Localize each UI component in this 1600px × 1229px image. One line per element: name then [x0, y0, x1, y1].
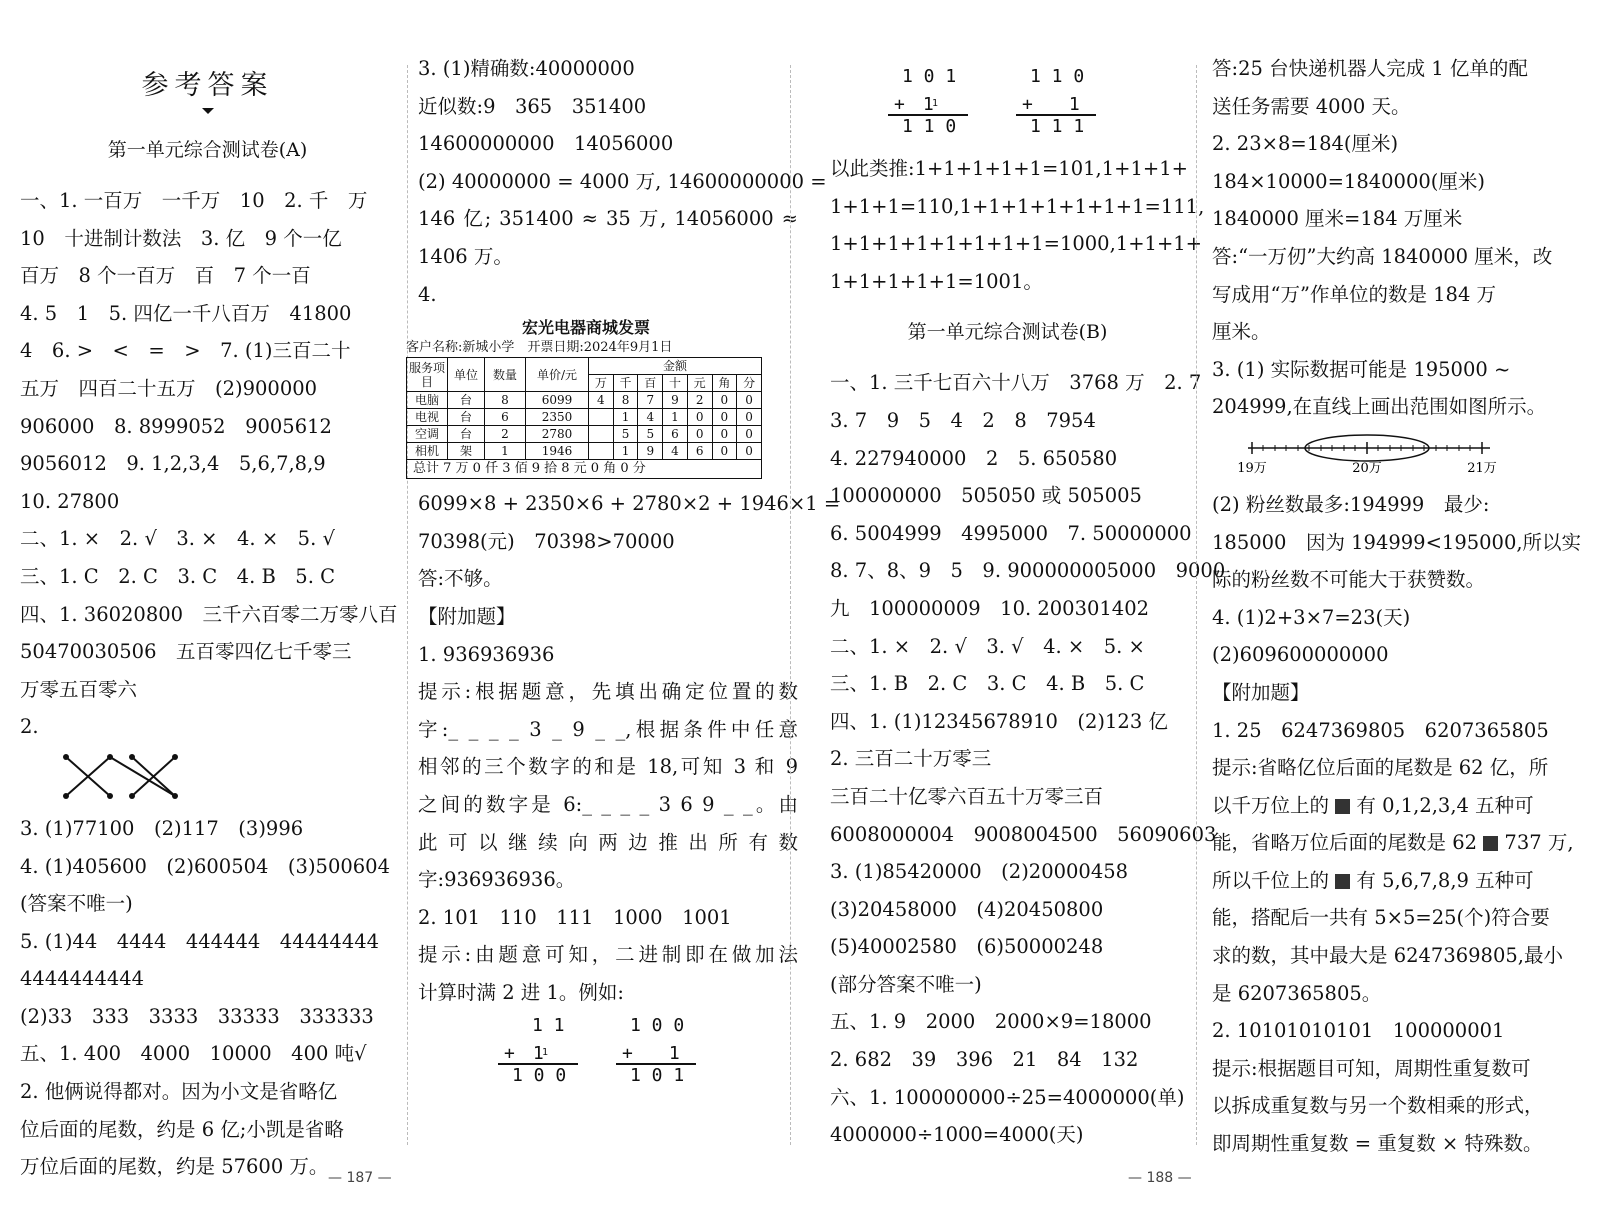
invoice-digit: 0	[712, 426, 737, 443]
answer-line: 万位后面的尾数，约是 57600 万。	[20, 1155, 329, 1179]
invoice-header: 单价/元	[526, 358, 589, 392]
answer-line: 2. 682 39 396 21 84 132	[830, 1048, 1139, 1072]
answer-line: 送任务需要 4000 天。	[1212, 94, 1411, 118]
binary-addition-examples	[830, 50, 1185, 150]
invoice-cell: 2780	[526, 426, 589, 443]
invoice-header: 单位	[448, 358, 485, 392]
answer-line: 【附加题】	[418, 604, 516, 628]
invoice-cell: 6	[485, 409, 526, 426]
invoice-digit: 9	[638, 443, 663, 460]
binary-addition	[616, 1015, 696, 1087]
invoice-cell: 台	[448, 426, 485, 443]
invoice-table	[406, 357, 762, 460]
invoice-header: 服务项目	[407, 358, 448, 392]
section-title-b: 第一单元综合测试卷(B)	[907, 321, 1108, 344]
answer-block	[830, 150, 1205, 300]
invoice-digit: 2	[687, 392, 712, 409]
answer-line: 之间的数字是 6:_ _ _ _ 3 6 9 _ _。由	[418, 792, 798, 816]
answer-line: 204999,在直线上画出范围如图所示。	[1212, 395, 1547, 419]
blank-square-icon	[1483, 836, 1498, 851]
answer-line: 是 6207365805。	[1212, 981, 1382, 1005]
answer-line: 字:936936936。	[418, 868, 576, 892]
invoice-amount-column: 元	[687, 375, 712, 392]
tick-label: 20万	[1352, 460, 1382, 476]
answer-line: 以拆成重复数与另一个数相乘的形式，	[1212, 1094, 1544, 1118]
invoice-digit: 0	[737, 392, 762, 409]
answer-block	[830, 364, 1226, 1153]
addend: 1 1 0	[1030, 66, 1085, 87]
answer-line: (2)33 333 3333 33333 333333	[20, 1004, 374, 1028]
addend: + 1	[894, 94, 934, 115]
answer-text: 有 0,1,2,3,4 五种可	[1356, 793, 1534, 817]
answer-block	[1212, 899, 1584, 1162]
answer-text: 所以千位上的	[1212, 868, 1330, 892]
answer-line: 位后面的尾数，约是 6 亿;小凯是省略	[20, 1117, 344, 1141]
answer-line: 厘米。	[1212, 320, 1271, 344]
answer-line: 写成用“万”作单位的数是 184 万	[1212, 282, 1497, 306]
answer-line: 100000000 505050 或 505005	[830, 484, 1142, 508]
page-number: — 188 —	[1128, 1170, 1192, 1186]
matching-lines-diagram	[60, 752, 190, 802]
invoice-header: 数量	[485, 358, 526, 392]
answer-line	[1212, 787, 1584, 825]
addend: 1 0 1	[902, 66, 957, 87]
answer-line: 9056012 9. 1,2,3,4 5,6,7,8,9	[20, 452, 326, 476]
answer-line: 2.	[20, 715, 39, 739]
answer-line: 10. 27800	[20, 489, 120, 513]
answer-line: 1. 25 6247369805 6207365805	[1212, 718, 1549, 742]
invoice-row	[407, 426, 762, 443]
answer-line: 2. 三百二十万零三	[830, 747, 992, 771]
binary-addition-examples	[418, 1011, 798, 1087]
answer-line: 70398(元) 70398>70000	[418, 529, 675, 553]
invoice-cell: 台	[448, 392, 485, 409]
invoice-digit: 7	[638, 392, 663, 409]
answer-line: 九 100000009 10. 200301402	[830, 596, 1150, 620]
answer-line: 1406 万。	[418, 244, 513, 268]
answer-line: 1+1+1+1+1=1001。	[830, 269, 1043, 293]
invoice-digit: 0	[687, 426, 712, 443]
invoice-digit: 0	[712, 409, 737, 426]
answer-line: 百万 8 个一百万 百 7 个一百	[20, 264, 311, 288]
invoice-row	[407, 392, 762, 409]
invoice-total: 总计 7 万 0 仟 3 佰 9 拾 8 元 0 角 0 分	[406, 460, 762, 479]
answer-line: 184×10000=1840000(厘米)	[1212, 169, 1485, 193]
answer-line: (2)609600000000	[1212, 643, 1389, 667]
invoice-digit: 4	[638, 409, 663, 426]
answer-line: 2. 10101010101 100000001	[1212, 1019, 1505, 1043]
answer-block	[1212, 50, 1584, 426]
addend: + 1	[1022, 94, 1080, 115]
answer-line: (5)40002580 (6)50000248	[830, 935, 1104, 959]
answer-line: 五、1. 9 2000 2000×9=18000	[830, 1010, 1152, 1034]
answer-line: 6008000004 9008004500 56090603	[830, 822, 1217, 846]
answer-line: 4 6. > < = > 7. (1)三百二十	[20, 339, 351, 363]
answer-line: 近似数:9 365 351400	[418, 94, 647, 118]
answer-line: 求的数，其中最大是 6247369805,最小	[1212, 944, 1563, 968]
invoice-amount-column: 百	[638, 375, 663, 392]
answer-line: 4000000÷1000=4000(天)	[830, 1123, 1084, 1147]
column-divider	[1196, 65, 1197, 1145]
answer-line: 4.	[418, 282, 437, 306]
answer-line: 万零五百零六	[20, 677, 138, 701]
invoice-digit: 0	[737, 409, 762, 426]
answer-text: 737 万,	[1504, 831, 1574, 855]
invoice-header: 金额	[589, 358, 762, 375]
answer-text: 有 5,6,7,8,9 五种可	[1356, 868, 1534, 892]
answer-line: 三、1. C 2. C 3. C 4. B 5. C	[20, 564, 336, 588]
invoice-amount-column: 角	[712, 375, 737, 392]
answer-line: 5. (1)44 4444 444444 44444444	[20, 929, 380, 953]
invoice-amount-column: 千	[613, 375, 638, 392]
invoice-digit: 0	[712, 392, 737, 409]
answer-line: 答:“一万仞”大约高 1840000 厘米，改	[1212, 244, 1553, 268]
answer-line: 185000 因为 194999<195000,所以实	[1212, 530, 1582, 554]
invoice-digit: 0	[737, 443, 762, 460]
answer-line: (3)20458000 (4)20450800	[830, 897, 1104, 921]
answer-line: 六、1. 100000000÷25=4000000(单)	[830, 1085, 1185, 1109]
sum: 1 1 0	[902, 116, 957, 137]
answer-line: 3. (1)精确数:40000000	[418, 57, 635, 80]
invoice-cell: 8	[485, 392, 526, 409]
answer-line: 3. 7 9 5 4 2 8 7954	[830, 408, 1096, 432]
answer-line: 提示:由题意可知，二进制即在做加法	[418, 943, 798, 967]
invoice-digit: 9	[663, 392, 688, 409]
answer-line: 6. 5004999 4995000 7. 50000000	[830, 521, 1192, 545]
addend: + 1	[622, 1043, 680, 1065]
answer-line: 10 十进制计数法 3. 亿 9 个一亿	[20, 226, 342, 250]
invoice-digit: 4	[663, 443, 688, 460]
answer-line: 答:不够。	[418, 567, 503, 591]
invoice-digit: 6	[687, 443, 712, 460]
answer-line: 提示:根据题目可知，周期性重复数可	[1212, 1056, 1531, 1080]
answer-line: 4. 5 1 5. 四亿一千八百万 41800	[20, 301, 352, 325]
answer-line: 8. 7、8、9 5 9. 900000005000 9000	[830, 559, 1226, 583]
invoice-amount-column: 万	[589, 375, 614, 392]
tick-label: 19万	[1237, 460, 1267, 476]
answer-line: 3. (1)77100 (2)117 (3)996	[20, 816, 304, 840]
invoice-digit: 1	[613, 443, 638, 460]
answer-line: 五万 四百二十五万 (2)900000	[20, 376, 318, 400]
answer-line: 五、1. 400 4000 10000 400 吨√	[20, 1042, 367, 1066]
answer-text: 能，省略万位后面的尾数是 62	[1212, 831, 1478, 855]
answer-line	[1212, 824, 1584, 862]
column-1	[20, 50, 398, 1186]
answer-line: 答:25 台快递机器人完成 1 亿单的配	[1212, 57, 1528, 80]
invoice-cell: 1946	[526, 443, 589, 460]
answer-text: 以千万位上的	[1212, 793, 1330, 817]
number-line-diagram	[1212, 430, 1502, 476]
binary-addition	[888, 66, 968, 137]
answer-line: 1+1+1=110,1+1+1+1+1+1+1=111,	[830, 194, 1205, 218]
invoice-digit: 5	[613, 426, 638, 443]
binary-addition	[1016, 66, 1096, 137]
answer-line: 1. 936936936	[418, 642, 555, 666]
invoice-row	[407, 409, 762, 426]
invoice-cell: 2	[485, 426, 526, 443]
answer-line: 提示:根据题意，先填出确定位置的数	[418, 680, 798, 704]
binary-addition	[498, 1015, 578, 1087]
invoice-digit	[589, 409, 614, 426]
invoice-digit: 0	[737, 426, 762, 443]
invoice-title: 宏光电器商城发票	[521, 318, 650, 338]
invoice-cell: 台	[448, 409, 485, 426]
column-4	[1212, 50, 1584, 1163]
answer-line: 6099×8 + 2350×6 + 2780×2 + 1946×1 =	[418, 492, 841, 516]
invoice-digit: 0	[687, 409, 712, 426]
answer-line: 906000 8. 8999052 9005612	[20, 414, 332, 438]
answer-line: 4. (1)405600 (2)600504 (3)500604	[20, 854, 390, 878]
answer-line: 2. 23×8=184(厘米)	[1212, 132, 1399, 156]
invoice-cell: 空调	[407, 426, 448, 443]
invoice-cell: 6099	[526, 392, 589, 409]
answer-line: 二、1. × 2. √ 3. √ 4. × 5. ×	[830, 634, 1145, 658]
triangle-icon	[202, 108, 214, 114]
carry-digit: 1	[932, 98, 939, 109]
answer-line: 计算时满 2 进 1。例如:	[418, 980, 624, 1004]
answer-block	[20, 810, 395, 1186]
invoice-meta: 客户名称:新城小学 开票日期:2024年9月1日	[406, 340, 673, 356]
answer-line: 4444444444	[20, 967, 145, 991]
answer-line: 一、1. 一百万 一千万 10 2. 千 万	[20, 189, 368, 212]
answer-line: 提示:省略亿位后面的尾数是 62 亿，所	[1212, 756, 1549, 780]
answer-line: 1+1+1+1+1+1+1+1=1000,1+1+1+	[830, 232, 1203, 256]
answer-line: 一、1. 三千七百六十八万 3768 万 2. 7	[830, 371, 1202, 395]
column-2	[406, 50, 841, 1087]
answer-line: 四、1. (1)12345678910 (2)123 亿	[830, 709, 1168, 733]
addend: 1 1	[532, 1015, 565, 1037]
invoice-cell: 架	[448, 443, 485, 460]
invoice-digit	[589, 443, 614, 460]
invoice-digit: 4	[589, 392, 614, 409]
answer-line: 即周期性重复数 = 重复数 × 特殊数。	[1212, 1132, 1543, 1156]
answer-line: (2) 粉丝数最多:194999 最少:	[1212, 492, 1490, 516]
answer-block	[1212, 486, 1584, 749]
answer-block	[418, 50, 827, 313]
answer-line: 三百二十亿零六百五十万零三百	[830, 784, 1104, 808]
answer-line: 此可以继续向两边推出所有数	[418, 830, 798, 854]
invoice-cell: 2350	[526, 409, 589, 426]
column-divider	[790, 65, 791, 1145]
answer-line: 【附加题】	[1212, 680, 1310, 704]
invoice-amount-column: 分	[737, 375, 762, 392]
answer-line: 4. 227940000 2 5. 650580	[830, 446, 1118, 470]
answer-line: (答案不唯一)	[20, 892, 133, 916]
invoice-row	[407, 443, 762, 460]
answer-line: 际的粉丝数不可能大于获赞数。	[1212, 568, 1486, 592]
blank-square-icon	[1335, 799, 1350, 814]
answer-block	[20, 182, 398, 708]
invoice-digit	[589, 426, 614, 443]
answer-line: 4. (1)2+3×7=23(天)	[1212, 605, 1411, 629]
addend: + 1	[504, 1043, 544, 1065]
sum: 1 0 1	[630, 1065, 685, 1087]
answer-line: 相邻的三个数字的和是 18,可知 3 和 9	[418, 755, 798, 779]
answer-line: 2. 他俩说得都对。因为小文是省略亿	[20, 1080, 338, 1104]
answer-line: 三、1. B 2. C 3. C 4. B 5. C	[830, 672, 1145, 696]
answer-line: (2) 40000000 = 4000 万, 14600000000 =	[418, 169, 827, 193]
invoice-digit: 0	[712, 443, 737, 460]
invoice-cell: 电脑	[407, 392, 448, 409]
answer-line	[1212, 862, 1584, 900]
addend: 1 0 0	[630, 1015, 685, 1037]
answer-line: (部分答案不唯一)	[830, 972, 982, 996]
answer-line: 50470030506 五百零四亿七千零三	[20, 640, 352, 664]
carry-digit: 1	[542, 1047, 549, 1059]
answer-line: 3. (1) 实际数据可能是 195000 ~	[1212, 357, 1511, 381]
page-number: — 187 —	[328, 1170, 392, 1186]
invoice	[406, 317, 766, 479]
invoice-digit: 6	[663, 426, 688, 443]
invoice-digit: 5	[638, 426, 663, 443]
invoice-digit: 8	[613, 392, 638, 409]
answer-line: 2. 101 110 111 1000 1001	[418, 905, 732, 929]
invoice-cell: 相机	[407, 443, 448, 460]
column-divider	[407, 65, 408, 1145]
answer-line: 14600000000 14056000	[418, 132, 674, 156]
answer-line: 以此类推:1+1+1+1+1=101,1+1+1+	[830, 157, 1188, 180]
invoice-digit: 1	[613, 409, 638, 426]
answer-line: 四、1. 36020800 三千六百零二万零八百	[20, 602, 398, 626]
answer-block	[418, 485, 841, 1011]
column-3	[830, 50, 1226, 1154]
answers-title: 参考答案	[141, 70, 274, 101]
section-title-a: 第一单元综合测试卷(A)	[107, 139, 308, 161]
answer-line: 二、1. × 2. √ 3. × 4. × 5. √	[20, 527, 335, 551]
tick-label: 21万	[1467, 460, 1497, 476]
invoice-amount-column: 十	[663, 375, 688, 392]
answer-line: 字:_ _ _ _ 3 _ 9 _ _,根据条件中任意	[418, 717, 798, 741]
answer-line: 1840000 厘米=184 万厘米	[1212, 207, 1463, 231]
sum: 1 1 1	[1030, 116, 1085, 137]
sum: 1 0 0	[512, 1065, 567, 1087]
invoice-digit: 1	[663, 409, 688, 426]
answer-line: 146 亿; 351400 ≈ 35 万, 14056000 ≈	[418, 207, 798, 231]
answer-line: 能，搭配后一共有 5×5=25(个)符合要	[1212, 906, 1550, 930]
blank-square-icon	[1335, 874, 1350, 889]
invoice-cell: 电视	[407, 409, 448, 426]
answer-line: 3. (1)85420000 (2)20000458	[830, 860, 1129, 884]
invoice-cell: 1	[485, 443, 526, 460]
